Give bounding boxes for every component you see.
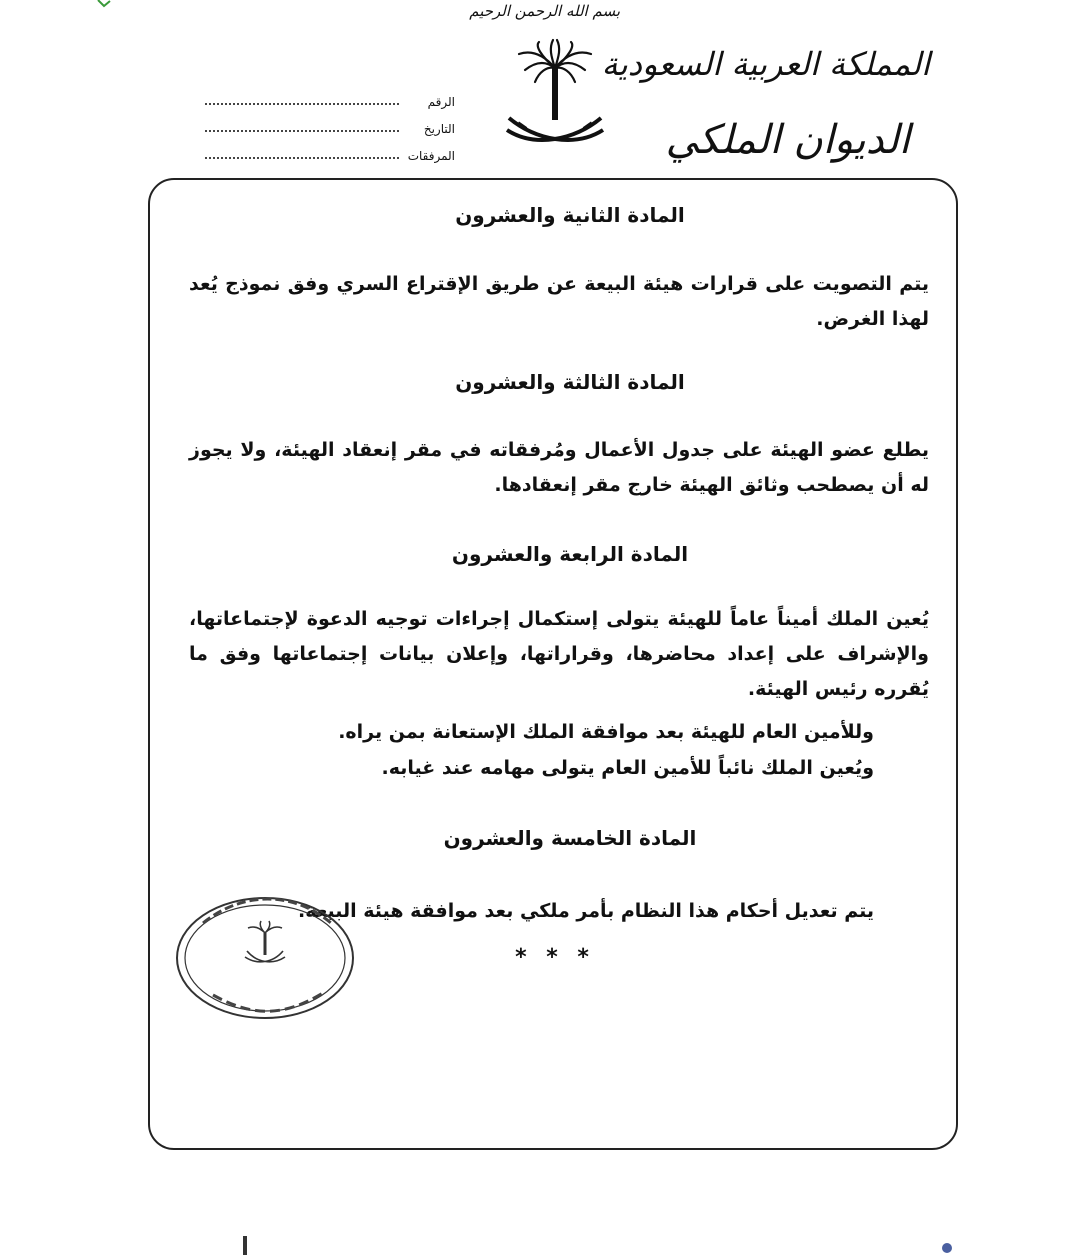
scan-dot bbox=[942, 1243, 952, 1253]
article-23-text: يطلع عضو الهيئة على جدول الأعمال ومُرفقاته في مقر إنعقاد الهيئة، ولا يجوز له أن يصطحب وثائق الهيئة خارج مقر إنعقادها. bbox=[189, 439, 929, 496]
field-date bbox=[205, 109, 455, 136]
article-24-text: يُعين الملك أميناً عاماً للهيئة يتولى إستكمال إجراءات توجيه الدعوة لإجتماعاتها، والإشراف على إعداد محاضرها، وقراراتها، وإعلان بيانات إجتماعاتها وفق ما يُقرره رئيس الهيئة. bbox=[189, 608, 929, 700]
article-22-title: المادة الثانية والعشرون bbox=[455, 203, 685, 227]
field-number bbox=[205, 82, 455, 109]
dotted-line bbox=[205, 102, 399, 105]
reference-fields bbox=[205, 82, 455, 163]
field-label: الرقم bbox=[427, 95, 455, 109]
dotted-line bbox=[205, 156, 399, 159]
field-label: المرفقات bbox=[407, 149, 455, 163]
field-label: التاريخ bbox=[423, 122, 455, 136]
royal-court-seal-stamp bbox=[173, 893, 358, 1023]
field-attachments bbox=[205, 136, 455, 163]
article-24-line: وللأمين العام للهيئة بعد موافقة الملك الإستعانة بمن يراه. bbox=[338, 721, 874, 743]
palm-and-swords-emblem-icon bbox=[495, 36, 615, 156]
dotted-line bbox=[205, 129, 399, 132]
royal-court-title: الديوان الملكي bbox=[665, 117, 910, 163]
article-22-text: يتم التصويت على قرارات هيئة البيعة عن طريق الإقتراع السري وفق نموذج يُعد لهذا الغرض. bbox=[189, 273, 929, 330]
article-25-text: يتم تعديل أحكام هذا النظام بأمر ملكي بعد موافقة هيئة البيعة. bbox=[298, 900, 874, 922]
basmala: بسم الله الرحمن الرحيم bbox=[469, 2, 620, 20]
article-24-title: المادة الرابعة والعشرون bbox=[451, 542, 689, 566]
article-23-title: المادة الثالثة والعشرون bbox=[455, 370, 685, 394]
green-corner-mark bbox=[96, 0, 116, 8]
article-25-title: المادة الخامسة والعشرون bbox=[443, 826, 697, 850]
kingdom-name: المملكة العربية السعودية bbox=[601, 45, 930, 83]
article-24-line: ويُعين الملك نائباً للأمين العام يتولى مهامه عند غيابه. bbox=[381, 757, 874, 779]
scan-mark bbox=[243, 1236, 247, 1255]
end-marker: * * * bbox=[515, 945, 595, 970]
